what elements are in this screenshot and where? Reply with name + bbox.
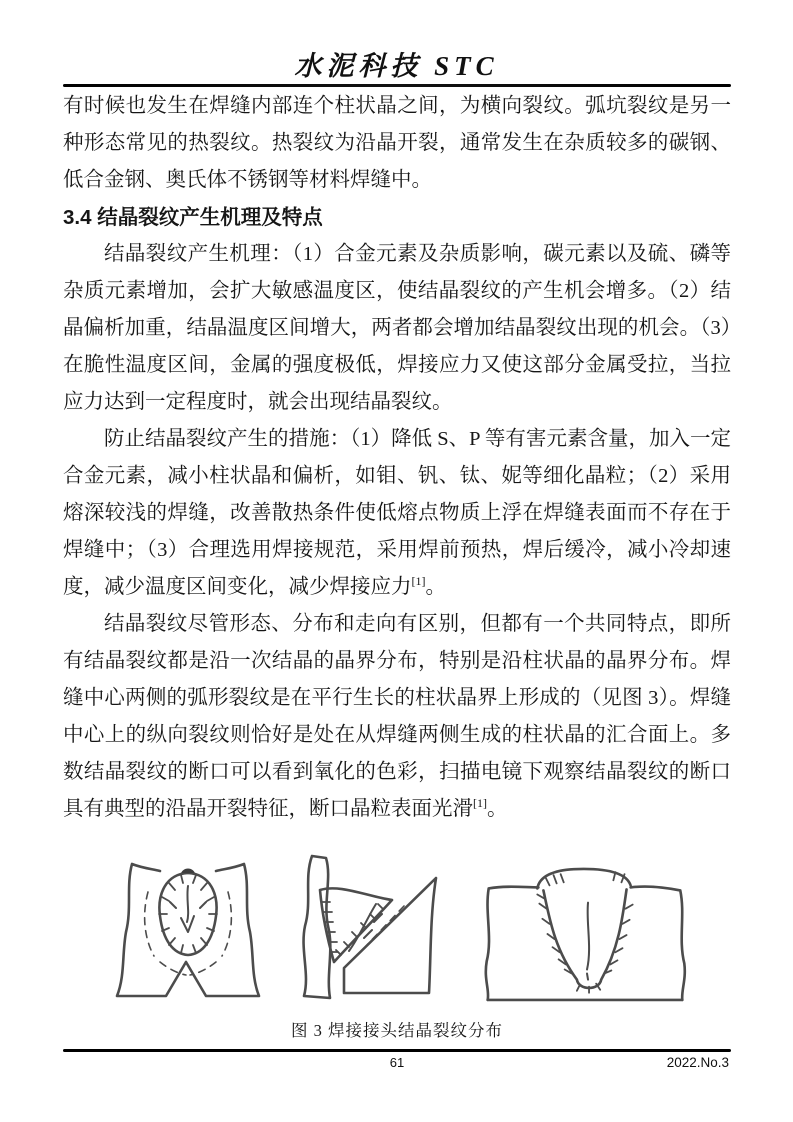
paragraph-3 — [63, 421, 731, 606]
paragraph-3-tail: 。 — [425, 576, 446, 598]
paragraph-4-tail: 。 — [487, 798, 508, 820]
header-rule — [63, 84, 731, 87]
issue-label: 2022.No.3 — [666, 1055, 729, 1070]
paragraph-4-text: 结晶裂纹尽管形态、分布和走向有区别，但都有一个共同特点，即所有结晶裂纹都是沿一次结晶的晶界分布，特别是沿柱状晶的晶界分布。焊缝中心两侧的弧形裂纹是在平行生长的柱状晶界上形成的（见图 3）。焊缝中心上的纵向裂纹则恰好是处在从焊缝两侧生成的柱状晶的汇合面上。多数结晶裂纹的断口可以看到氧化的色彩，扫描电镜下观察结晶裂纹的断口具有典型的沿晶开裂特征，断口晶粒表面光滑 — [63, 613, 731, 820]
figure-3-caption: 图 3 焊接接头结晶裂纹分布 — [291, 1021, 503, 1040]
footer-rule — [63, 1049, 731, 1052]
paragraph-4 — [63, 606, 731, 828]
section-heading-3-4: 3.4 结晶裂纹产生机理及特点 — [63, 206, 323, 229]
weld-sketch-v-groove-centerline-crack-icon — [480, 858, 692, 1008]
figure-3 — [63, 848, 731, 1042]
weld-sketch-corner-joint-triangle-icon — [286, 850, 464, 1008]
citation-superscript-2: [1] — [473, 796, 487, 811]
figure-3-sketches — [63, 848, 731, 1008]
paragraph-2: 结晶裂纹产生机理：（1）合金元素及杂质影响，碳元素以及硫、磷等杂质元素增加，会扩大敏感温度区，使结晶裂纹的产生机会增多。（2）结晶偏析加重，结晶温度区间增大，两者都会增加结晶裂纹出现的机会。（3）在脆性温度区间，金属的强度极低，焊接应力又使这部分金属受拉，当拉应力达到一定程度时，就会出现结晶裂纹。 — [63, 243, 731, 413]
journal-header-title: 水泥科技 STC — [294, 51, 499, 81]
weld-sketch-double-v-oval-nugget-icon — [102, 856, 270, 1008]
paragraph-1: 有时候也发生在焊缝内部连个柱状晶之间，为横向裂纹。弧坑裂纹是另一种形态常见的热裂纹。热裂纹为沿晶开裂，通常发生在杂质较多的碳钢、低合金钢、奥氏体不锈钢等材料焊缝中。 — [63, 95, 731, 191]
page-number: 61 — [389, 1055, 405, 1070]
citation-superscript-1: [1] — [411, 574, 426, 589]
paragraph-3-text: 防止结晶裂纹产生的措施：（1）降低 S、P 等有害元素含量，加入一定合金元素，减小柱状晶和偏析，如钼、钒、钛、妮等细化晶粒；（2）采用熔深较浅的焊缝，改善散热条件使低熔点物质上浮在焊缝表面而不存在于焊缝中；（3）合理选用焊接规范，采用焊前预热，焊后缓冷，减小冷却速度，减少温度区间变化，减少焊接应力 — [63, 428, 731, 598]
page-content — [63, 88, 731, 1042]
